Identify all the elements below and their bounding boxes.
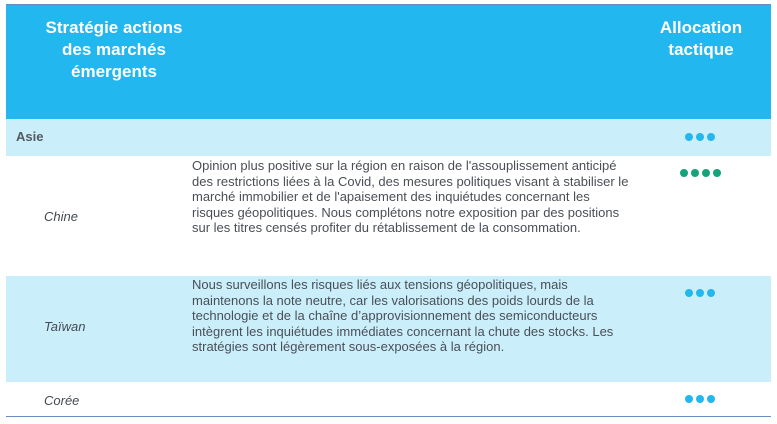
rating-dot (680, 169, 688, 177)
rating-dot (696, 395, 704, 403)
rating-dot (685, 395, 693, 403)
region-row-asie (6, 119, 771, 156)
country-row-taiwan (6, 276, 771, 382)
rating-dot (702, 169, 710, 177)
rating-dots-taiwan (685, 289, 715, 297)
country-description: Opinion plus positive sur la région en raison de l'assouplissement anticipé des restrictions liées à la Covid, des mesures politiques visant à stabiliser le marché immobilier et de l'apaisement des inquiétudes concernant les risques géopolitiques. Nous complétons notre exposition par des positions sur les titres censés profiter du rétablissement de la consommation. (192, 158, 629, 235)
rating-dots-asie (685, 133, 715, 141)
country-row-coree (6, 382, 771, 417)
rating-dot (691, 169, 699, 177)
allocation-header: Allocation tactique (659, 18, 743, 59)
rating-dot (713, 169, 721, 177)
rating-dot (696, 289, 704, 297)
rating-dots-coree (685, 395, 715, 403)
region-label: Asie (16, 129, 44, 144)
rating-dots-chine (680, 169, 721, 177)
rating-dot (685, 289, 693, 297)
allocation-table (6, 4, 771, 417)
table-header (6, 4, 771, 119)
country-row-chine (6, 156, 771, 276)
rating-dot (685, 133, 693, 141)
country-name: Corée (44, 393, 80, 408)
rating-dot (696, 133, 704, 141)
strategy-header: Stratégie actions des marchés émergents (45, 18, 183, 81)
country-name: Taïwan (44, 319, 86, 334)
rating-dot (707, 289, 715, 297)
country-description: Nous surveillons les risques liés aux tensions géopolitiques, mais maintenons la note neutre, car les valorisations des poids lourds de la technologie et de la chaîne d’approvisionnement des semiconducteurs intègrent les inquiétudes immédiates concernant la chute des stocks. Les stratégies sont légèrement sous-exposées à la région. (192, 277, 614, 354)
rating-dot (707, 395, 715, 403)
rating-dot (707, 133, 715, 141)
country-name: Chine (44, 209, 78, 224)
